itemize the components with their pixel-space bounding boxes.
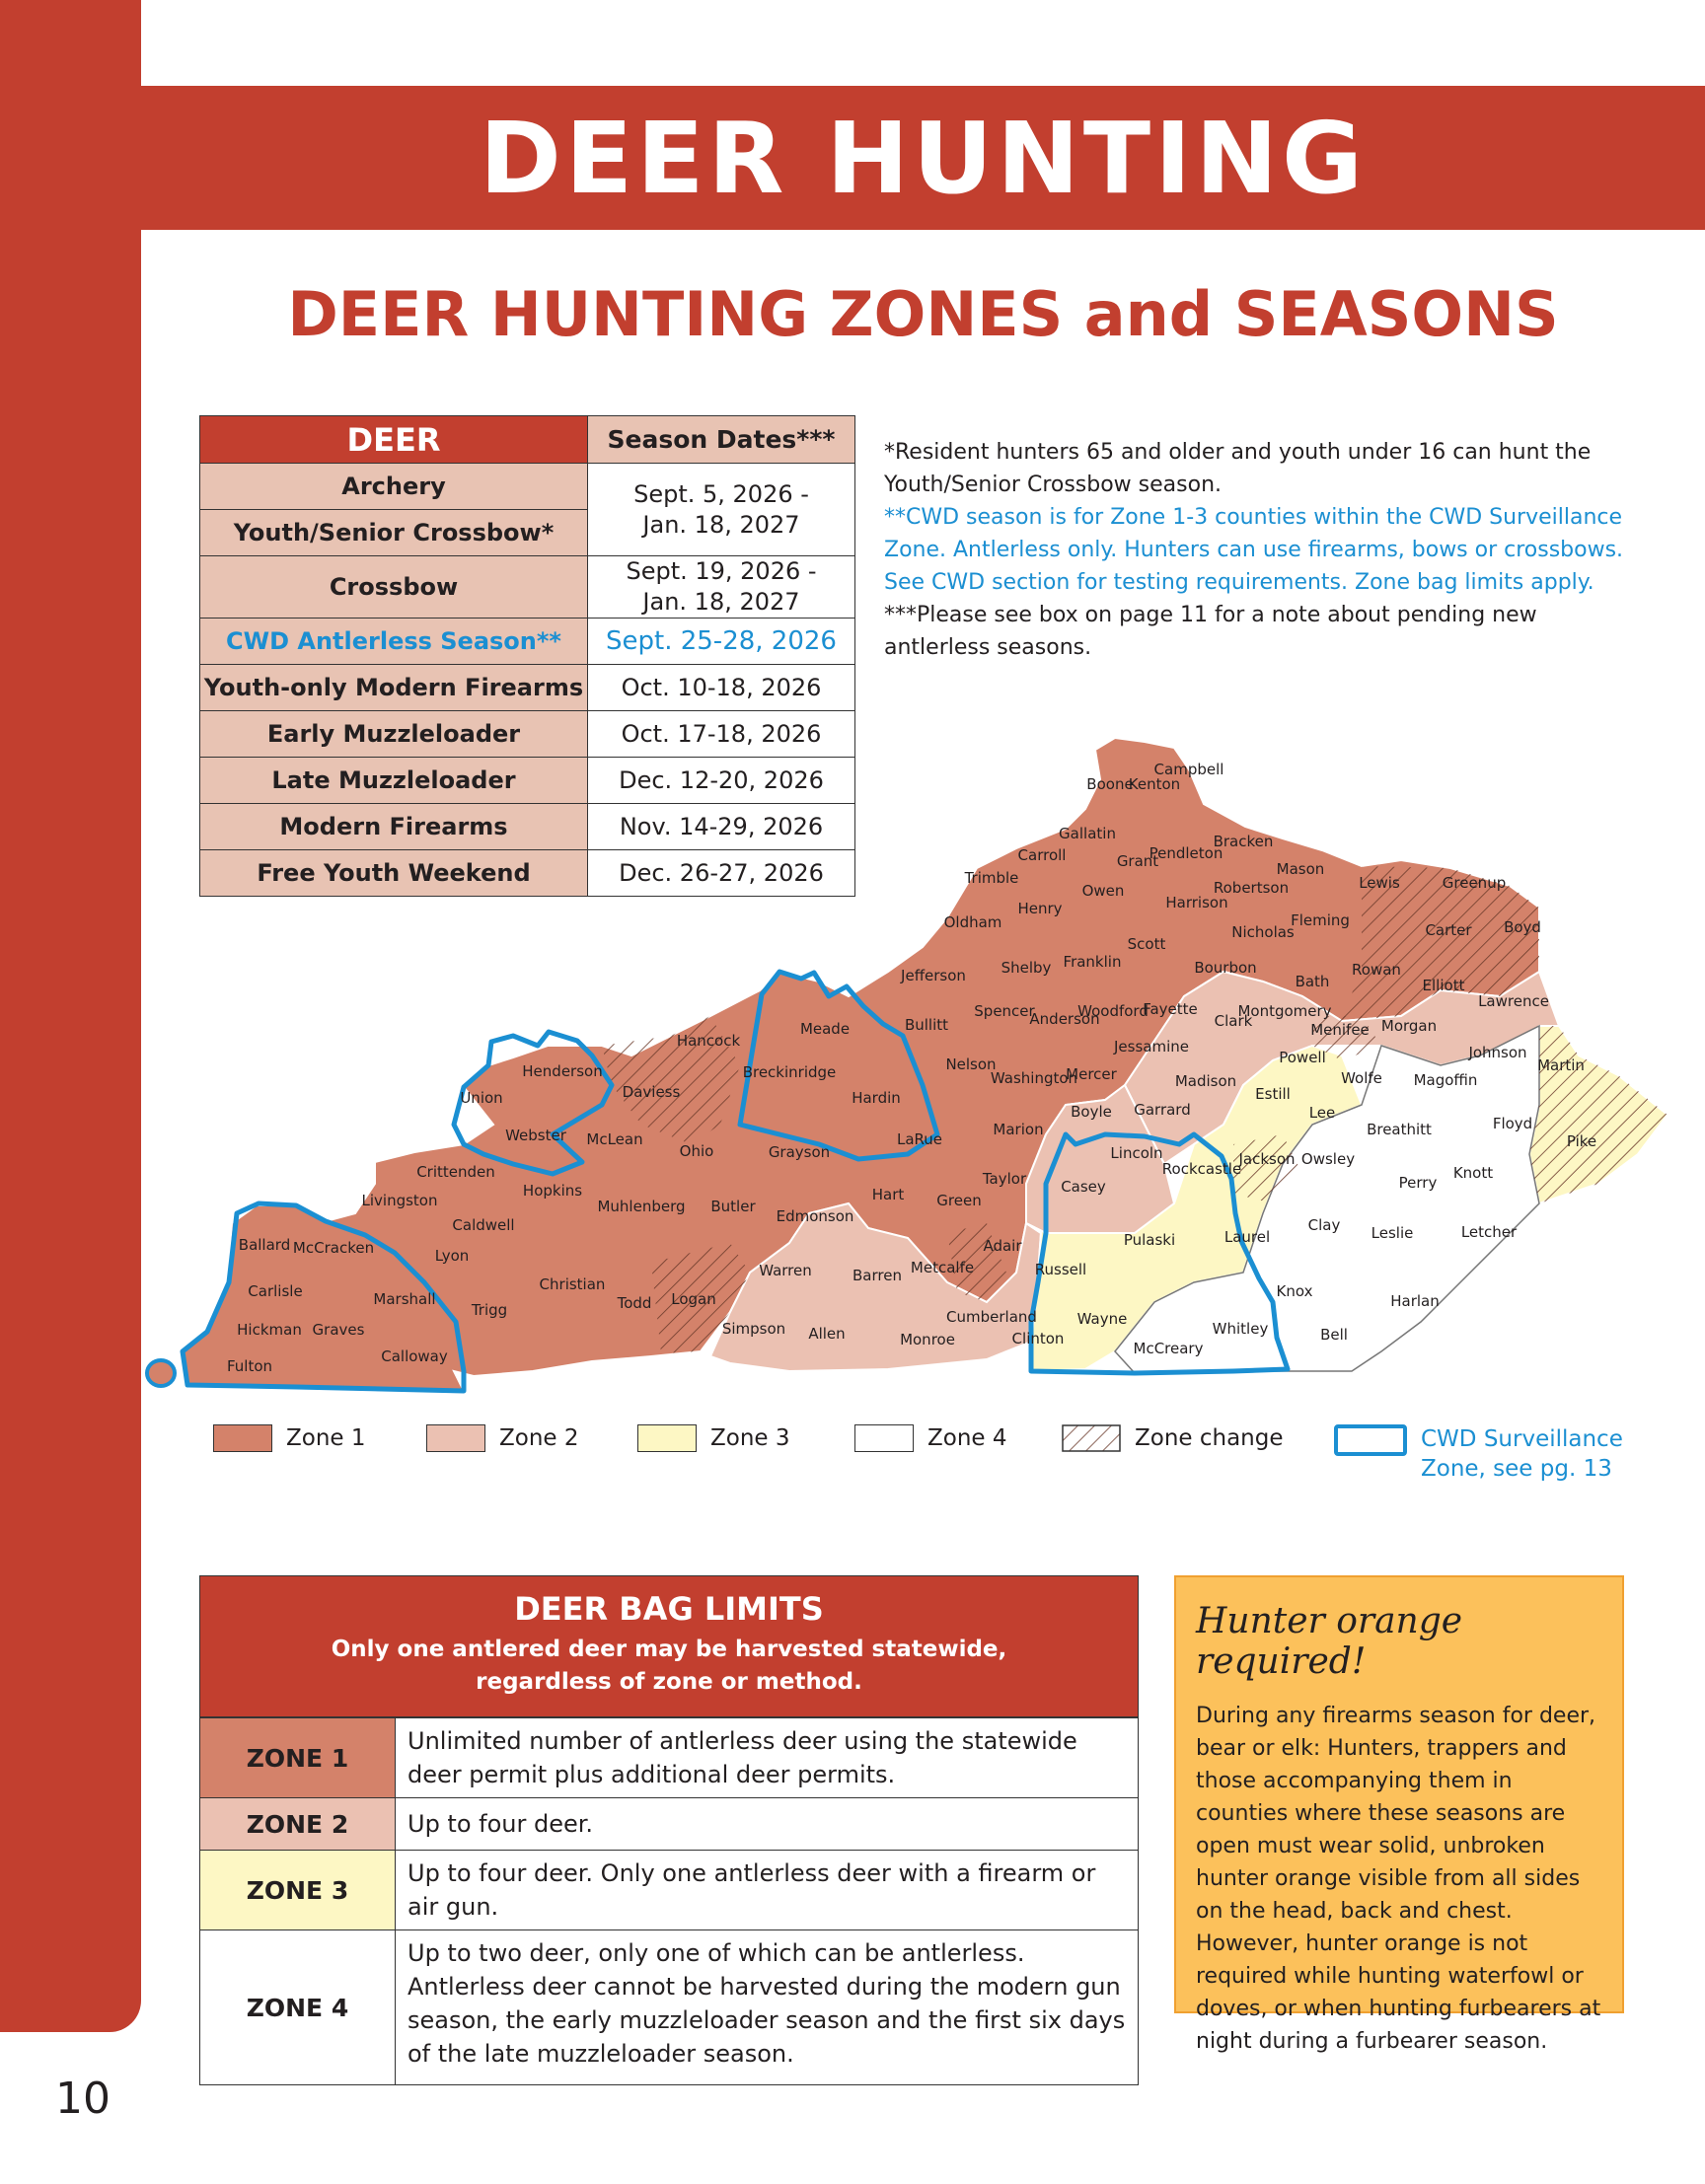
county-label-marion: Marion — [993, 1121, 1044, 1138]
county-label-carter: Carter — [1425, 921, 1472, 939]
county-label-hopkins: Hopkins — [522, 1182, 583, 1200]
county-label-boyle: Boyle — [1071, 1103, 1112, 1121]
archery-dates — [588, 464, 855, 556]
county-label-perry: Perry — [1398, 1174, 1438, 1192]
bag-row-zone4 — [200, 1929, 1138, 2084]
county-label-webster: Webster — [505, 1127, 566, 1144]
bag-zone4-label: ZONE 4 — [200, 1930, 396, 2084]
county-label-bracken: Bracken — [1213, 833, 1274, 850]
county-label-rockcastle: Rockcastle — [1161, 1160, 1242, 1178]
county-label-woodford: Woodford — [1077, 1002, 1149, 1020]
bag-limits-header — [200, 1576, 1138, 1717]
bag-row-zone2 — [200, 1797, 1138, 1850]
county-label-cumberland: Cumberland — [946, 1308, 1037, 1326]
bag-zone3-text: Up to four deer. Only one antlerless deer with a firearm or air gun. — [408, 1859, 1096, 1921]
bag-limits-title: DEER BAG LIMITS — [514, 1590, 824, 1628]
legend-label-zone2: Zone 2 — [499, 1425, 579, 1451]
season-early-muzzleloader: Early Muzzleloader — [200, 711, 588, 758]
county-label-logan: Logan — [671, 1290, 716, 1308]
county-label-wolfe: Wolfe — [1341, 1069, 1382, 1087]
fulton-island — [147, 1360, 175, 1386]
county-label-grant: Grant — [1116, 852, 1159, 870]
legend-zone-change — [1062, 1424, 1284, 1452]
county-label-fulton: Fulton — [226, 1357, 273, 1375]
county-label-grayson: Grayson — [768, 1143, 831, 1161]
county-label-caldwell: Caldwell — [452, 1216, 515, 1234]
county-label-bullitt: Bullitt — [904, 1016, 949, 1034]
county-label-lewis: Lewis — [1359, 874, 1400, 892]
county-label-shelby: Shelby — [1001, 959, 1052, 977]
county-label-bath: Bath — [1295, 973, 1330, 990]
county-label-powell: Powell — [1279, 1049, 1326, 1066]
county-label-gallatin: Gallatin — [1059, 825, 1116, 842]
legend-zone1 — [213, 1424, 366, 1452]
crossbow-dates-start: Sept. 19, 2026 - — [626, 557, 817, 585]
county-label-larue: LaRue — [896, 1130, 943, 1148]
county-label-calloway: Calloway — [381, 1347, 448, 1365]
county-label-laurel: Laurel — [1223, 1228, 1271, 1246]
page-number: 10 — [55, 2074, 111, 2124]
cwd-dates: Sept. 25-28, 2026 — [588, 619, 855, 665]
county-label-floyd: Floyd — [1492, 1115, 1533, 1132]
county-label-livingston: Livingston — [361, 1192, 438, 1209]
county-label-carlisle: Carlisle — [248, 1282, 303, 1300]
bag-zone2-label: ZONE 2 — [200, 1798, 396, 1850]
county-label-warren: Warren — [759, 1262, 812, 1279]
bag-zone1-text: Unlimited number of antlerless deer using the statewide deer permit plus additional deer permits. — [408, 1727, 1077, 1788]
deer-bag-limits-table — [199, 1575, 1139, 2085]
legend-zone4 — [854, 1424, 1007, 1452]
county-label-boyd: Boyd — [1504, 918, 1541, 936]
county-label-henderson: Henderson — [522, 1062, 603, 1080]
legend-swatch-zone3 — [637, 1424, 697, 1452]
county-label-allen: Allen — [808, 1325, 846, 1343]
county-label-elliott: Elliott — [1422, 977, 1465, 994]
legend-swatch-cwd — [1334, 1424, 1407, 1456]
late-muzzleloader-dates: Dec. 12-20, 2026 — [588, 758, 855, 804]
county-label-ohio: Ohio — [679, 1142, 714, 1160]
note-cwd-season: **CWD season is for Zone 1-3 counties within the CWD Surveillance Zone. Antlerless only. Hunters can use firearms, bows or crossbows. See CWD section for testing requirements. Zone bag limits apply. — [884, 505, 1624, 595]
legend-cwd-line1: CWD Surveillance — [1421, 1426, 1623, 1452]
county-label-martin: Martin — [1537, 1056, 1585, 1074]
county-label-lincoln: Lincoln — [1110, 1144, 1163, 1162]
hunter-orange-title: Hunter orange required! — [1196, 1601, 1463, 1682]
county-label-oldham: Oldham — [943, 913, 1002, 931]
legend-zone3 — [637, 1424, 790, 1452]
crossbow-dates — [588, 556, 855, 619]
county-label-pendleton: Pendleton — [1149, 844, 1223, 862]
season-modern-firearms: Modern Firearms — [200, 804, 588, 850]
hunter-orange-box — [1174, 1575, 1624, 2054]
county-label-campbell: Campbell — [1153, 761, 1224, 778]
bag-zone2-text: Up to four deer. — [408, 1810, 594, 1838]
county-label-lyon: Lyon — [434, 1247, 470, 1265]
county-label-johnson: Johnson — [1468, 1044, 1527, 1061]
legend-label-zone3: Zone 3 — [710, 1425, 790, 1451]
county-label-butler: Butler — [710, 1198, 756, 1215]
county-label-marshall: Marshall — [373, 1290, 436, 1308]
legend-swatch-zone2 — [426, 1424, 485, 1452]
county-label-metcalfe: Metcalfe — [910, 1259, 975, 1276]
county-label-graves: Graves — [312, 1321, 365, 1339]
county-label-scott: Scott — [1127, 935, 1166, 953]
county-label-nicholas: Nicholas — [1231, 923, 1295, 941]
bag-limits-subtitle-line2: regardless of zone or method. — [476, 1669, 862, 1695]
youth-modern-dates: Oct. 10-18, 2026 — [588, 665, 855, 711]
section-subtitle: DEER HUNTING ZONES and SEASONS — [287, 278, 1559, 350]
county-label-jackson: Jackson — [1238, 1150, 1296, 1168]
county-label-muhlenberg: Muhlenberg — [597, 1198, 686, 1215]
county-label-green: Green — [936, 1192, 982, 1209]
county-label-simpson: Simpson — [721, 1320, 786, 1338]
county-label-christian: Christian — [539, 1275, 606, 1293]
county-label-harrison: Harrison — [1165, 894, 1228, 911]
county-label-kenton: Kenton — [1128, 775, 1181, 793]
crossbow-dates-end: Jan. 18, 2027 — [642, 588, 800, 616]
county-label-ballard: Ballard — [238, 1236, 291, 1254]
archery-dates-end: Jan. 18, 2027 — [642, 510, 800, 539]
left-accent-bar — [0, 0, 141, 2032]
county-label-monroe: Monroe — [900, 1331, 955, 1348]
note-pending-antlerless: ***Please see box on page 11 for a note about pending new antlerless seasons. — [884, 603, 1537, 660]
title-banner — [141, 86, 1705, 230]
county-label-knott: Knott — [1452, 1164, 1494, 1182]
county-label-washington: Washington — [990, 1069, 1078, 1087]
bag-limits-subtitle-line1: Only one antlered deer may be harvested statewide, — [331, 1637, 1007, 1662]
kentucky-zone-map — [143, 730, 1682, 1401]
season-free-youth-weekend: Free Youth Weekend — [200, 850, 588, 897]
table-header-dates: Season Dates*** — [588, 416, 855, 464]
county-label-hart: Hart — [871, 1186, 905, 1203]
bag-row-zone3 — [200, 1850, 1138, 1929]
county-label-harlan: Harlan — [1390, 1292, 1440, 1310]
county-label-hickman: Hickman — [237, 1321, 302, 1339]
county-label-union: Union — [460, 1089, 503, 1107]
county-label-estill: Estill — [1255, 1085, 1291, 1103]
county-label-menifee: Menifee — [1310, 1021, 1370, 1039]
season-cwd-antlerless: CWD Antlerless Season** — [200, 619, 588, 665]
county-label-anderson: Anderson — [1029, 1010, 1100, 1028]
county-label-trimble: Trimble — [964, 869, 1019, 887]
county-label-spencer: Spencer — [974, 1002, 1035, 1020]
free-youth-weekend-dates: Dec. 26-27, 2026 — [588, 850, 855, 897]
county-label-clark: Clark — [1214, 1012, 1253, 1030]
county-label-crittenden: Crittenden — [416, 1163, 495, 1181]
county-label-barren: Barren — [852, 1267, 902, 1284]
county-label-bourbon: Bourbon — [1194, 959, 1257, 977]
county-label-madison: Madison — [1174, 1072, 1237, 1090]
county-label-mason: Mason — [1276, 860, 1325, 878]
season-crossbow: Crossbow — [200, 556, 588, 619]
county-label-henry: Henry — [1017, 900, 1063, 917]
county-label-breathitt: Breathitt — [1367, 1121, 1432, 1138]
county-label-fayette: Fayette — [1143, 1000, 1198, 1018]
county-label-pike: Pike — [1566, 1132, 1597, 1150]
county-label-whitley: Whitley — [1212, 1320, 1269, 1338]
bag-limits-subtitle — [200, 1634, 1138, 1699]
season-notes — [884, 436, 1634, 664]
county-label-owen: Owen — [1081, 882, 1125, 900]
county-label-casey: Casey — [1061, 1178, 1106, 1196]
county-label-robertson: Robertson — [1213, 879, 1290, 897]
legend-swatch-zone4 — [854, 1424, 914, 1452]
legend-label-cwd — [1421, 1424, 1623, 1484]
county-label-hardin: Hardin — [852, 1089, 901, 1107]
hunter-orange-body: During any firearms season for deer, bear or elk: Hunters, trappers and those accompanying them in counties where these seasons are open must wear solid, unbroken hunter orange visible from all sides on the head, back and chest. However, hunter orange is not required while hunting waterfowl or doves, or when hunting furbearers at night during a furbearer season. — [1196, 1704, 1601, 2054]
county-label-carroll: Carroll — [1017, 846, 1067, 864]
county-label-taylor: Taylor — [982, 1170, 1027, 1188]
modern-firearms-dates: Nov. 14-29, 2026 — [588, 804, 855, 850]
season-youth-senior-crossbow: Youth/Senior Crossbow* — [200, 510, 588, 556]
bag-zone3-label: ZONE 3 — [200, 1851, 396, 1929]
archery-dates-start: Sept. 5, 2026 - — [633, 479, 809, 508]
county-label-greenup: Greenup — [1442, 874, 1507, 892]
county-label-jessamine: Jessamine — [1114, 1038, 1189, 1056]
zone-change-hatch-pike — [1529, 1026, 1668, 1203]
county-label-letcher: Letcher — [1460, 1223, 1518, 1241]
legend-swatch-zone-change — [1062, 1424, 1121, 1452]
county-label-pulaski: Pulaski — [1123, 1231, 1176, 1249]
county-label-lee: Lee — [1308, 1104, 1336, 1122]
county-label-mercer: Mercer — [1066, 1065, 1117, 1083]
county-label-boone: Boone — [1086, 775, 1134, 793]
county-label-rowan: Rowan — [1352, 961, 1401, 979]
bag-row-zone1 — [200, 1717, 1138, 1797]
county-label-hancock: Hancock — [676, 1032, 741, 1050]
season-late-muzzleloader: Late Muzzleloader — [200, 758, 588, 804]
county-label-nelson: Nelson — [945, 1056, 997, 1073]
county-label-mccracken: McCracken — [292, 1239, 375, 1257]
county-label-fleming: Fleming — [1291, 911, 1350, 929]
bag-zone1-label: ZONE 1 — [200, 1718, 396, 1797]
county-label-lawrence: Lawrence — [1478, 992, 1549, 1010]
county-label-morgan: Morgan — [1380, 1017, 1438, 1035]
legend-zone2 — [426, 1424, 579, 1452]
county-label-jefferson: Jefferson — [901, 967, 966, 984]
county-label-clay: Clay — [1307, 1216, 1341, 1234]
county-label-breckinridge: Breckinridge — [742, 1063, 837, 1081]
legend-label-zone1: Zone 1 — [286, 1425, 366, 1451]
legend-label-zone4: Zone 4 — [927, 1425, 1007, 1451]
county-label-franklin: Franklin — [1063, 953, 1122, 971]
bag-zone4-text: Up to two deer, only one of which can be antlerless. Antlerless deer cannot be harvested during the modern gun season, the early muzzleloader season and the first six days of the late muzzleloader season. — [408, 1939, 1126, 2068]
county-label-magoffin: Magoffin — [1413, 1071, 1478, 1089]
county-label-knox: Knox — [1276, 1282, 1313, 1300]
county-label-todd: Todd — [617, 1294, 652, 1312]
legend-label-zone-change: Zone change — [1135, 1425, 1284, 1451]
county-label-edmonson: Edmonson — [776, 1207, 854, 1225]
county-label-trigg: Trigg — [471, 1301, 508, 1319]
note-youth-senior: *Resident hunters 65 and older and youth under 16 can hunt the Youth/Senior Crossbow season. — [884, 440, 1592, 497]
season-archery: Archery — [200, 464, 588, 510]
season-youth-modern-firearms: Youth-only Modern Firearms — [200, 665, 588, 711]
county-label-leslie: Leslie — [1371, 1224, 1414, 1242]
county-label-wayne: Wayne — [1076, 1310, 1128, 1328]
county-label-russell: Russell — [1034, 1261, 1087, 1278]
legend-cwd-line2: Zone, see pg. 13 — [1421, 1456, 1612, 1482]
legend-swatch-zone1 — [213, 1424, 272, 1452]
county-label-mccreary: McCreary — [1133, 1340, 1204, 1357]
county-label-daviess: Daviess — [622, 1083, 681, 1101]
county-label-montgomery: Montgomery — [1237, 1002, 1332, 1020]
banner-title: DEER HUNTING — [479, 100, 1368, 216]
county-label-mclean: McLean — [586, 1130, 643, 1148]
county-label-clinton: Clinton — [1011, 1330, 1065, 1347]
county-label-bell: Bell — [1320, 1326, 1348, 1344]
legend-cwd-zone — [1334, 1424, 1623, 1484]
county-label-adair: Adair — [983, 1237, 1022, 1255]
map-legend — [213, 1419, 1634, 1488]
county-label-garrard: Garrard — [1134, 1101, 1191, 1119]
table-header-deer: DEER — [200, 416, 588, 464]
early-muzzleloader-dates: Oct. 17-18, 2026 — [588, 711, 855, 758]
county-label-meade: Meade — [799, 1020, 851, 1038]
county-label-owsley: Owsley — [1300, 1150, 1356, 1168]
